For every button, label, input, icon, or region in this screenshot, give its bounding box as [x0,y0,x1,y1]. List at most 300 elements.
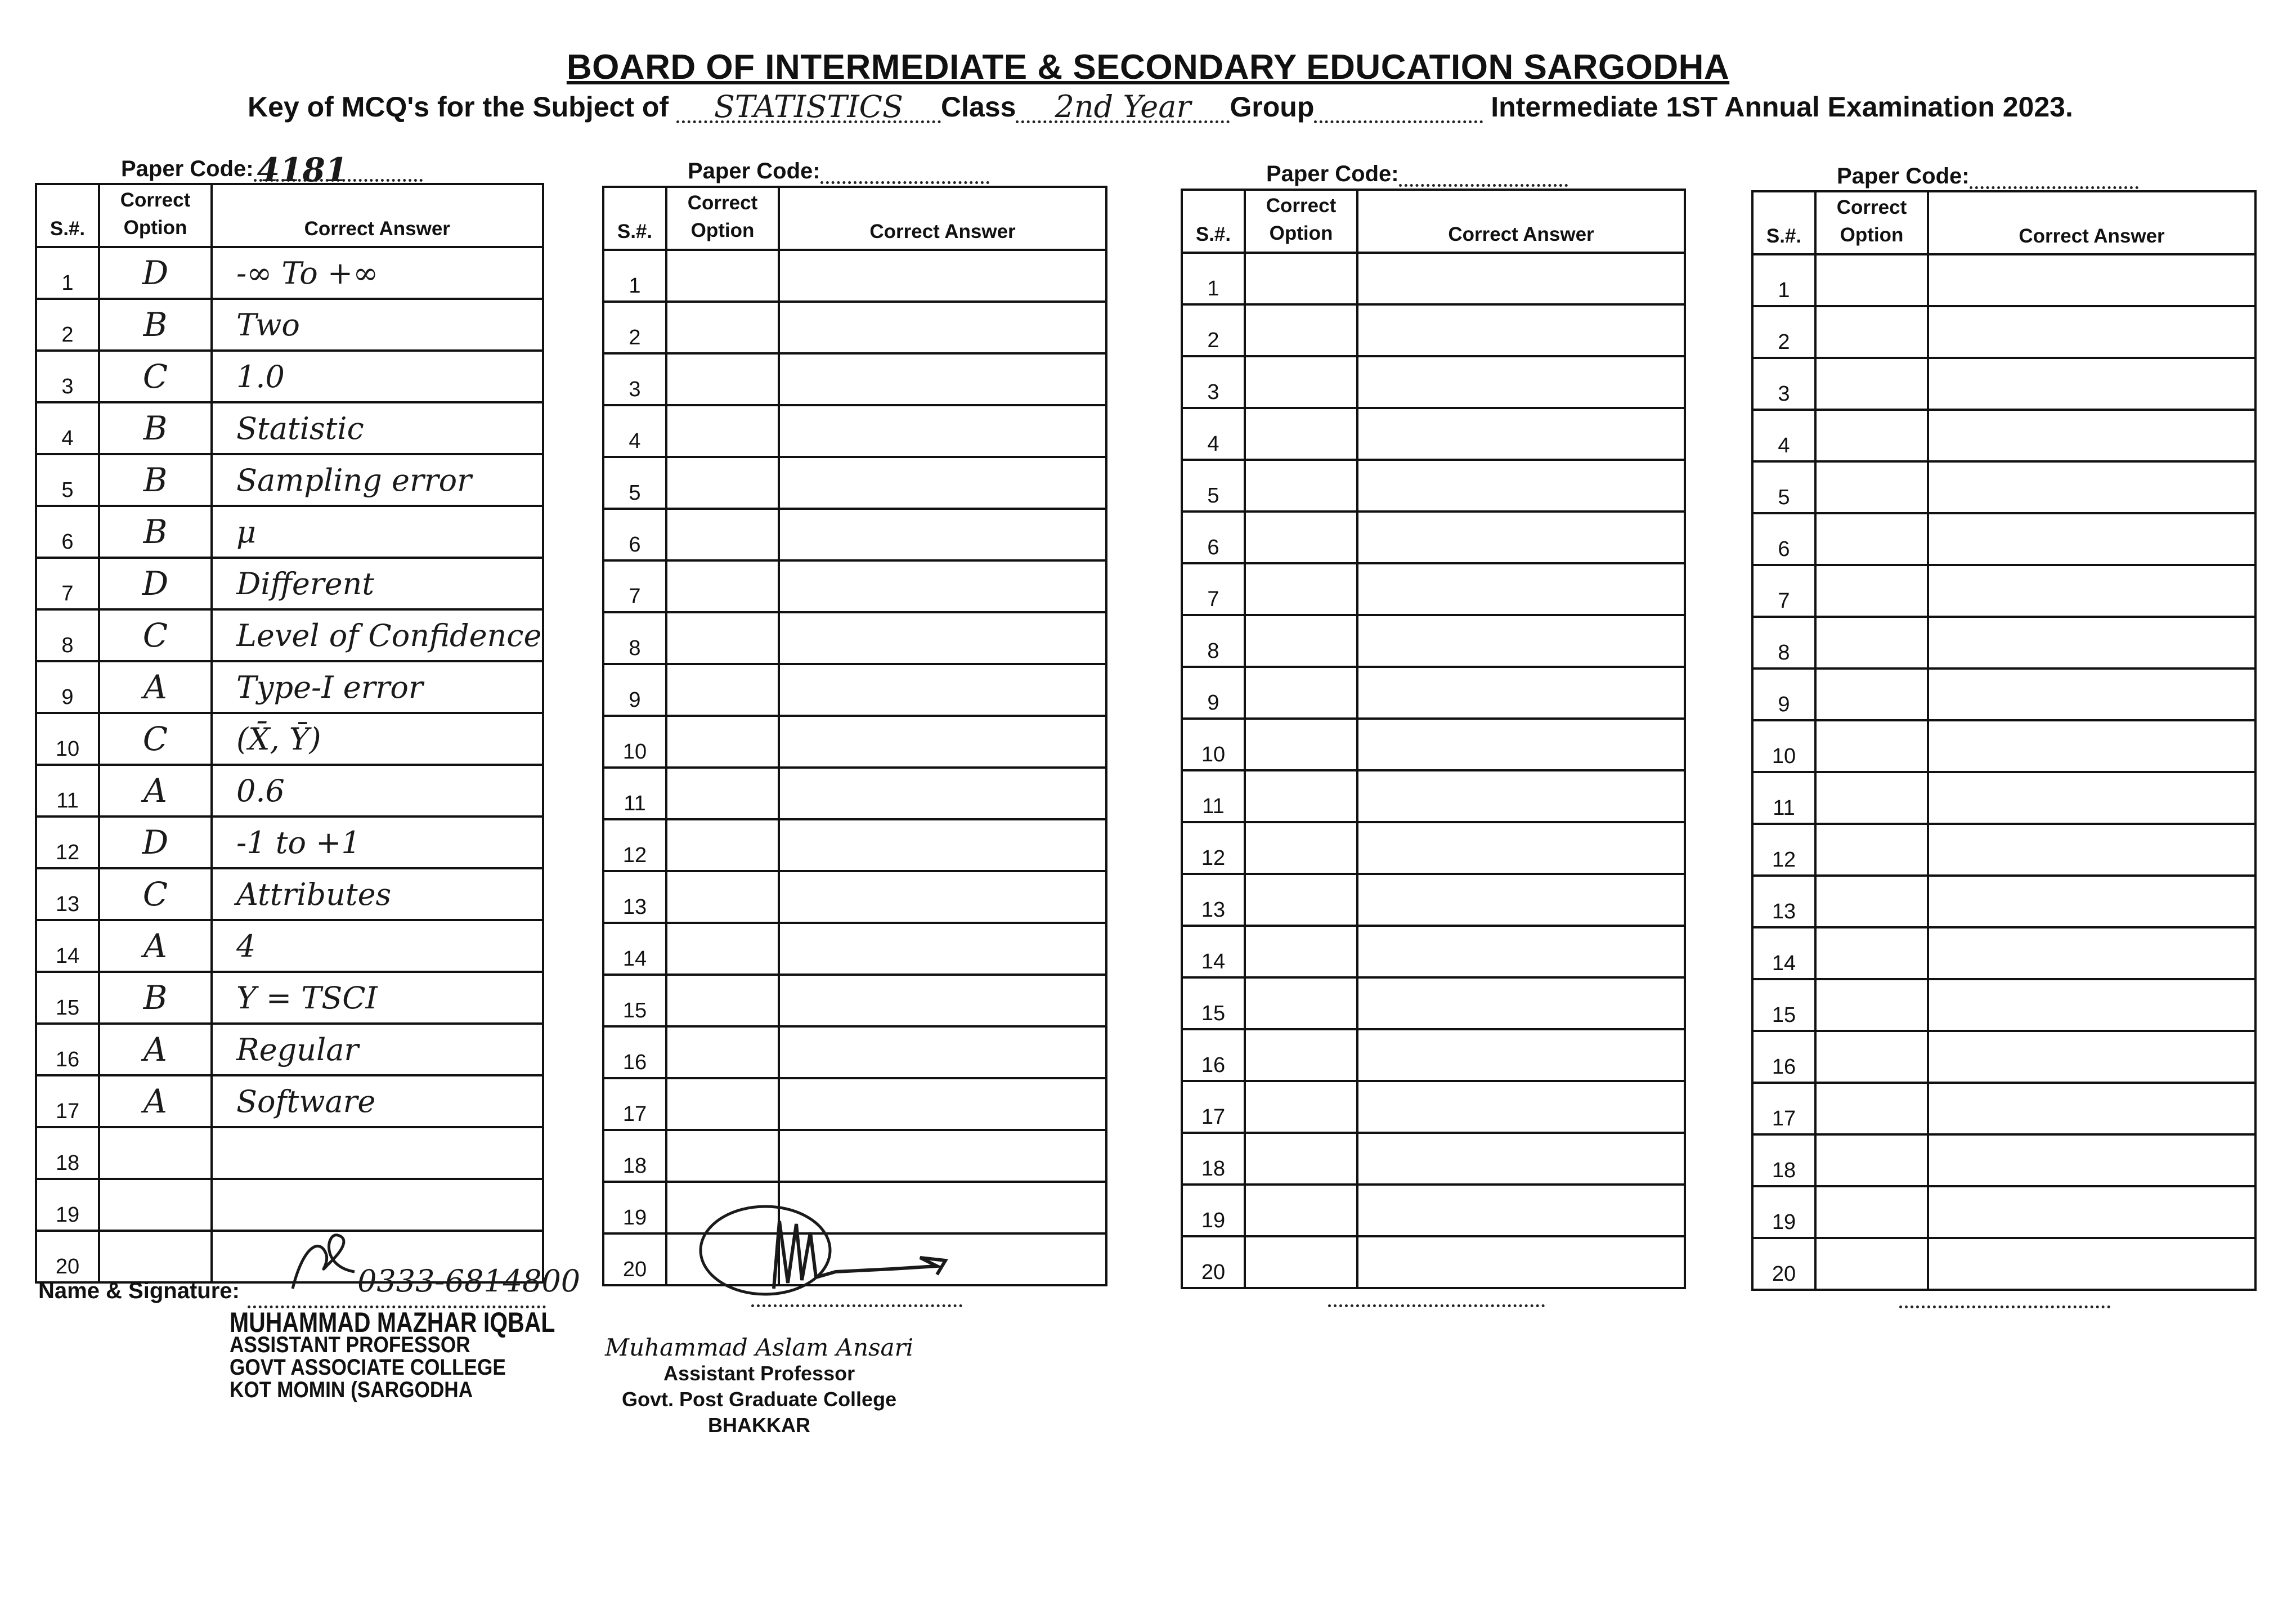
row-number: 1 [1752,254,1815,306]
answer-key-table-3 [1181,189,1686,1289]
table-row [1752,410,2255,461]
correct-option [1245,1029,1357,1081]
correct-option [1245,563,1357,615]
correct-answer [1928,1186,2255,1238]
name-signature-label: Name & Signature: [38,1278,240,1303]
correct-answer [1928,461,2255,513]
paper-code-label: Paper Code: [1266,161,1399,186]
correct-option [666,664,779,716]
phone-number: 0333-6814800 [357,1263,581,1299]
correct-option: B [99,299,212,351]
correct-answer [1928,306,2255,358]
row-number: 9 [1752,669,1815,720]
row-number: 18 [1752,1134,1815,1186]
row-number: 1 [36,247,99,299]
correct-option [1815,720,1928,772]
row-number: 18 [36,1127,99,1179]
table-row [1752,927,2255,979]
correct-option [666,457,779,509]
table-row [1182,719,1685,770]
correct-option [666,405,779,457]
row-number: 14 [603,923,666,975]
table-row [1752,306,2255,358]
stamp1-line-3: GOVT ASSOCIATE COLLEGE [230,1355,506,1380]
signature-dotted-line-4 [1899,1306,2110,1308]
correct-answer [1928,720,2255,772]
correct-answer [1357,926,1685,977]
paper-code-field [254,151,423,189]
row-number: 20 [603,1233,666,1285]
row-number: 19 [1752,1186,1815,1238]
column-header-answer: Correct Answer [212,184,543,247]
correct-answer [1357,667,1685,719]
correct-answer [1928,772,2255,824]
paper-code-label: Paper Code: [121,156,254,181]
table-row [36,609,543,661]
table-row [1182,1133,1685,1185]
correct-option [1245,408,1357,460]
correct-answer [1928,927,2255,979]
table-row [1182,1029,1685,1081]
table-row [36,765,543,817]
correct-option [666,1026,779,1078]
row-number: 5 [603,457,666,509]
row-number: 8 [1182,615,1245,667]
table-row [1182,512,1685,563]
table-row [1752,720,2255,772]
table-row [1182,563,1685,615]
correct-option [666,560,779,612]
table-row [603,560,1106,612]
paper-code-field [1399,156,1568,187]
correct-answer [1357,1185,1685,1236]
row-number: 13 [1182,874,1245,926]
table-row [1752,1186,2255,1238]
row-number: 5 [1752,461,1815,513]
correct-answer [1928,1031,2255,1083]
stamp2-line-3: Govt. Post Graduate College [622,1388,897,1411]
table-row [603,250,1106,302]
table-row [36,661,543,713]
correct-option [1245,874,1357,926]
correct-option [1245,512,1357,563]
correct-answer [779,716,1106,768]
row-number: 1 [1182,253,1245,304]
correct-answer [1928,410,2255,461]
table-row [36,558,543,609]
signature-scribble-1 [281,1232,371,1300]
table-row [1752,565,2255,617]
correct-answer [1357,512,1685,563]
row-number: 12 [36,817,99,868]
correct-answer [1928,669,2255,720]
correct-answer [212,1179,543,1231]
table-row [1752,669,2255,720]
answer-key-table-1 [35,183,544,1284]
correct-option: A [99,661,212,713]
table-row [36,817,543,868]
row-number: 3 [36,351,99,402]
row-number: 7 [603,560,666,612]
stamp1-name: MUHAMMAD MAZHAR IQBAL [230,1307,555,1338]
table-row [603,975,1106,1026]
correct-option: C [99,351,212,402]
row-number: 2 [603,302,666,353]
row-number: 2 [1752,306,1815,358]
stamp1-line-4: KOT MOMIN (SARGODHA [230,1378,473,1402]
table-row [1182,822,1685,874]
correct-option [666,871,779,923]
row-number: 4 [1752,410,1815,461]
correct-option [1815,824,1928,876]
correct-option [1245,1081,1357,1133]
table-row [603,923,1106,975]
correct-answer [779,302,1106,353]
row-number: 4 [1182,408,1245,460]
row-number: 14 [1752,927,1815,979]
correct-answer: Statistic [212,402,543,454]
correct-answer [1928,358,2255,410]
table-row [1182,304,1685,356]
table-row [603,612,1106,664]
table-row [36,1127,543,1179]
table-row [1182,460,1685,512]
correct-answer [779,1078,1106,1130]
column-header-answer: Correct Answer [1357,190,1685,253]
correct-answer [1357,719,1685,770]
table-row [36,1024,543,1075]
correct-option [1815,876,1928,927]
table-row [603,1078,1106,1130]
row-number: 16 [603,1026,666,1078]
correct-option [1245,615,1357,667]
correct-answer: Y = TSCI [212,972,543,1024]
correct-answer [779,457,1106,509]
paper-code-4 [1837,158,2138,189]
row-number: 13 [36,868,99,920]
correct-option: B [99,506,212,558]
row-number: 13 [1752,876,1815,927]
table-row [1752,876,2255,927]
table-row [1182,1081,1685,1133]
correct-option [1245,977,1357,1029]
board-title: BOARD OF INTERMEDIATE & SECONDARY EDUCATION SARGODHA [566,48,1730,87]
column-header-sno: S.#. [36,184,99,247]
table-row [1752,254,2255,306]
stamp-examiner-1 [230,1307,626,1402]
row-number: 10 [1752,720,1815,772]
correct-answer [779,612,1106,664]
row-number: 11 [1752,772,1815,824]
correct-option [1815,358,1928,410]
correct-option [1245,1236,1357,1288]
table-row [36,1075,543,1127]
table-row [603,353,1106,405]
correct-answer [1357,1133,1685,1185]
correct-answer [1928,1238,2255,1290]
table-row [36,972,543,1024]
column-header-sno: S.#. [603,187,666,250]
correct-option: B [99,972,212,1024]
column-header-sno: S.#. [1752,191,1815,254]
row-number: 6 [36,506,99,558]
correct-option [1815,306,1928,358]
correct-answer [1357,563,1685,615]
table-row [1752,1134,2255,1186]
correct-answer [1357,356,1685,408]
table-row [36,247,543,299]
row-number: 6 [1182,512,1245,563]
row-number: 4 [603,405,666,457]
correct-answer [1928,513,2255,565]
row-number: 3 [603,353,666,405]
correct-answer: Type-I error [212,661,543,713]
correct-option [1815,1031,1928,1083]
correct-answer [1928,617,2255,669]
correct-answer [1357,1236,1685,1288]
correct-option [666,716,779,768]
correct-answer [1357,304,1685,356]
row-number: 11 [36,765,99,817]
table-row [603,1026,1106,1078]
correct-option [1815,669,1928,720]
correct-option [1815,1186,1928,1238]
correct-answer [1357,460,1685,512]
row-number: 14 [36,920,99,972]
table-row [603,457,1106,509]
table-row [1182,356,1685,408]
table-row [603,302,1106,353]
table-row [1182,667,1685,719]
correct-option [1815,410,1928,461]
column-header-option: Correct Option [1245,190,1357,253]
correct-answer [1928,565,2255,617]
signature-scribble-2 [689,1199,959,1306]
correct-option [1245,770,1357,822]
correct-answer [779,819,1106,871]
table-row [36,506,543,558]
correct-answer [779,871,1106,923]
correct-option [1815,772,1928,824]
table-row [1752,617,2255,669]
table-row [603,1130,1106,1182]
row-number: 19 [36,1179,99,1231]
answer-key-table-2 [602,186,1107,1286]
correct-option: A [99,920,212,972]
subject-value: STATISTICS [714,89,903,124]
row-number: 19 [603,1182,666,1233]
table-row [603,768,1106,819]
paper-code-3 [1266,156,1568,187]
correct-answer: Two [212,299,543,351]
correct-answer: Different [212,558,543,609]
group-label: Group [1230,91,1315,123]
correct-answer [779,560,1106,612]
table-row [1182,977,1685,1029]
correct-option [1815,1083,1928,1134]
paper-code-value: 4181 [257,151,348,189]
correct-option: A [99,1075,212,1127]
group-field [1314,89,1483,123]
table-row [1182,253,1685,304]
row-number: 14 [1182,926,1245,977]
table-row [36,299,543,351]
paper-code-field [820,153,989,184]
table-row [603,871,1106,923]
table-row [36,1179,543,1231]
correct-answer: 0.6 [212,765,543,817]
correct-answer: -∞ To +∞ [212,247,543,299]
row-number: 16 [1752,1031,1815,1083]
row-number: 4 [36,402,99,454]
table-row [1752,979,2255,1031]
row-number: 15 [1182,977,1245,1029]
row-number: 5 [36,454,99,506]
correct-answer [1357,822,1685,874]
correct-option [1815,565,1928,617]
correct-answer [1357,770,1685,822]
row-number: 12 [603,819,666,871]
row-number: 7 [1182,563,1245,615]
table-row [1752,358,2255,410]
subject-field [676,89,941,123]
table-row [36,868,543,920]
correct-answer: 4 [212,920,543,972]
row-number: 3 [1752,358,1815,410]
row-number: 18 [603,1130,666,1182]
correct-option: C [99,868,212,920]
correct-option [1815,617,1928,669]
correct-answer [779,1130,1106,1182]
table-row [603,819,1106,871]
correct-answer [779,975,1106,1026]
paper-code-label: Paper Code: [1837,164,1970,189]
correct-option [1815,927,1928,979]
correct-answer [1928,1083,2255,1134]
correct-option [1245,460,1357,512]
correct-option [1245,667,1357,719]
key-prefix: Key of MCQ's for the Subject of [248,91,669,123]
correct-answer: Software [212,1075,543,1127]
correct-option [1815,1238,1928,1290]
row-number: 5 [1182,460,1245,512]
stamp2-name: Muhammad Aslam Ansari [605,1334,914,1361]
correct-answer [1357,874,1685,926]
row-number: 11 [1182,770,1245,822]
row-number: 20 [1182,1236,1245,1288]
correct-answer: (X̄, Ȳ) [212,713,543,765]
row-number: 1 [603,250,666,302]
row-number: 17 [603,1078,666,1130]
row-number: 10 [603,716,666,768]
stamp-examiner-2 [605,1335,913,1438]
correct-answer: 1.0 [212,351,543,402]
table-row [1752,1031,2255,1083]
correct-answer [779,768,1106,819]
correct-answer [1357,408,1685,460]
correct-option [666,509,779,560]
correct-option [99,1231,212,1282]
correct-option [1245,304,1357,356]
correct-answer [779,1026,1106,1078]
column-header-option: Correct Option [666,187,779,250]
table-row [36,920,543,972]
stamp1-line-2: ASSISTANT PROFESSOR [230,1333,470,1357]
stamp2-line-4: BHAKKAR [708,1414,811,1437]
table-row [1752,461,2255,513]
table-row [603,664,1106,716]
row-number: 16 [36,1024,99,1075]
correct-option [1245,1185,1357,1236]
correct-option [666,975,779,1026]
answer-key-table-4 [1751,190,2257,1291]
correct-answer: Attributes [212,868,543,920]
table-row [1752,772,2255,824]
row-number: 10 [36,713,99,765]
row-number: 20 [36,1231,99,1282]
row-number: 9 [36,661,99,713]
correct-option: C [99,609,212,661]
correct-option [1815,1134,1928,1186]
correct-answer: Level of Confidence [212,609,543,661]
class-field [1016,89,1230,123]
row-number: 16 [1182,1029,1245,1081]
correct-option [1245,253,1357,304]
table-row [1182,926,1685,977]
row-number: 17 [1752,1083,1815,1134]
table-row [603,716,1106,768]
table-row [603,405,1106,457]
row-number: 17 [36,1075,99,1127]
table-row [1752,1083,2255,1134]
correct-answer [779,250,1106,302]
exam-label: Intermediate 1ST Annual Examination 2023. [1491,91,2073,123]
table-row [1752,1238,2255,1290]
row-number: 3 [1182,356,1245,408]
table-row [1182,615,1685,667]
row-number: 15 [1752,979,1815,1031]
correct-answer [779,405,1106,457]
correct-answer: Regular [212,1024,543,1075]
row-number: 6 [1752,513,1815,565]
correct-option: B [99,454,212,506]
class-value: 2nd Year [1055,89,1191,124]
correct-option [1815,513,1928,565]
correct-answer: Sampling error [212,454,543,506]
correct-option [1245,822,1357,874]
paper-code-1 [121,151,423,189]
correct-answer [779,923,1106,975]
row-number: 10 [1182,719,1245,770]
correct-option [99,1179,212,1231]
correct-answer [1928,876,2255,927]
correct-answer [1928,979,2255,1031]
correct-answer [779,664,1106,716]
correct-option: C [99,713,212,765]
row-number: 9 [603,664,666,716]
column-header-option: Correct Option [99,184,212,247]
correct-answer: -1 to +1 [212,817,543,868]
table-row [36,454,543,506]
correct-option: D [99,817,212,868]
correct-option [666,768,779,819]
row-number: 8 [36,609,99,661]
row-number: 7 [1752,565,1815,617]
row-number: 15 [36,972,99,1024]
correct-option: D [99,558,212,609]
correct-option [666,923,779,975]
correct-option [1815,461,1928,513]
